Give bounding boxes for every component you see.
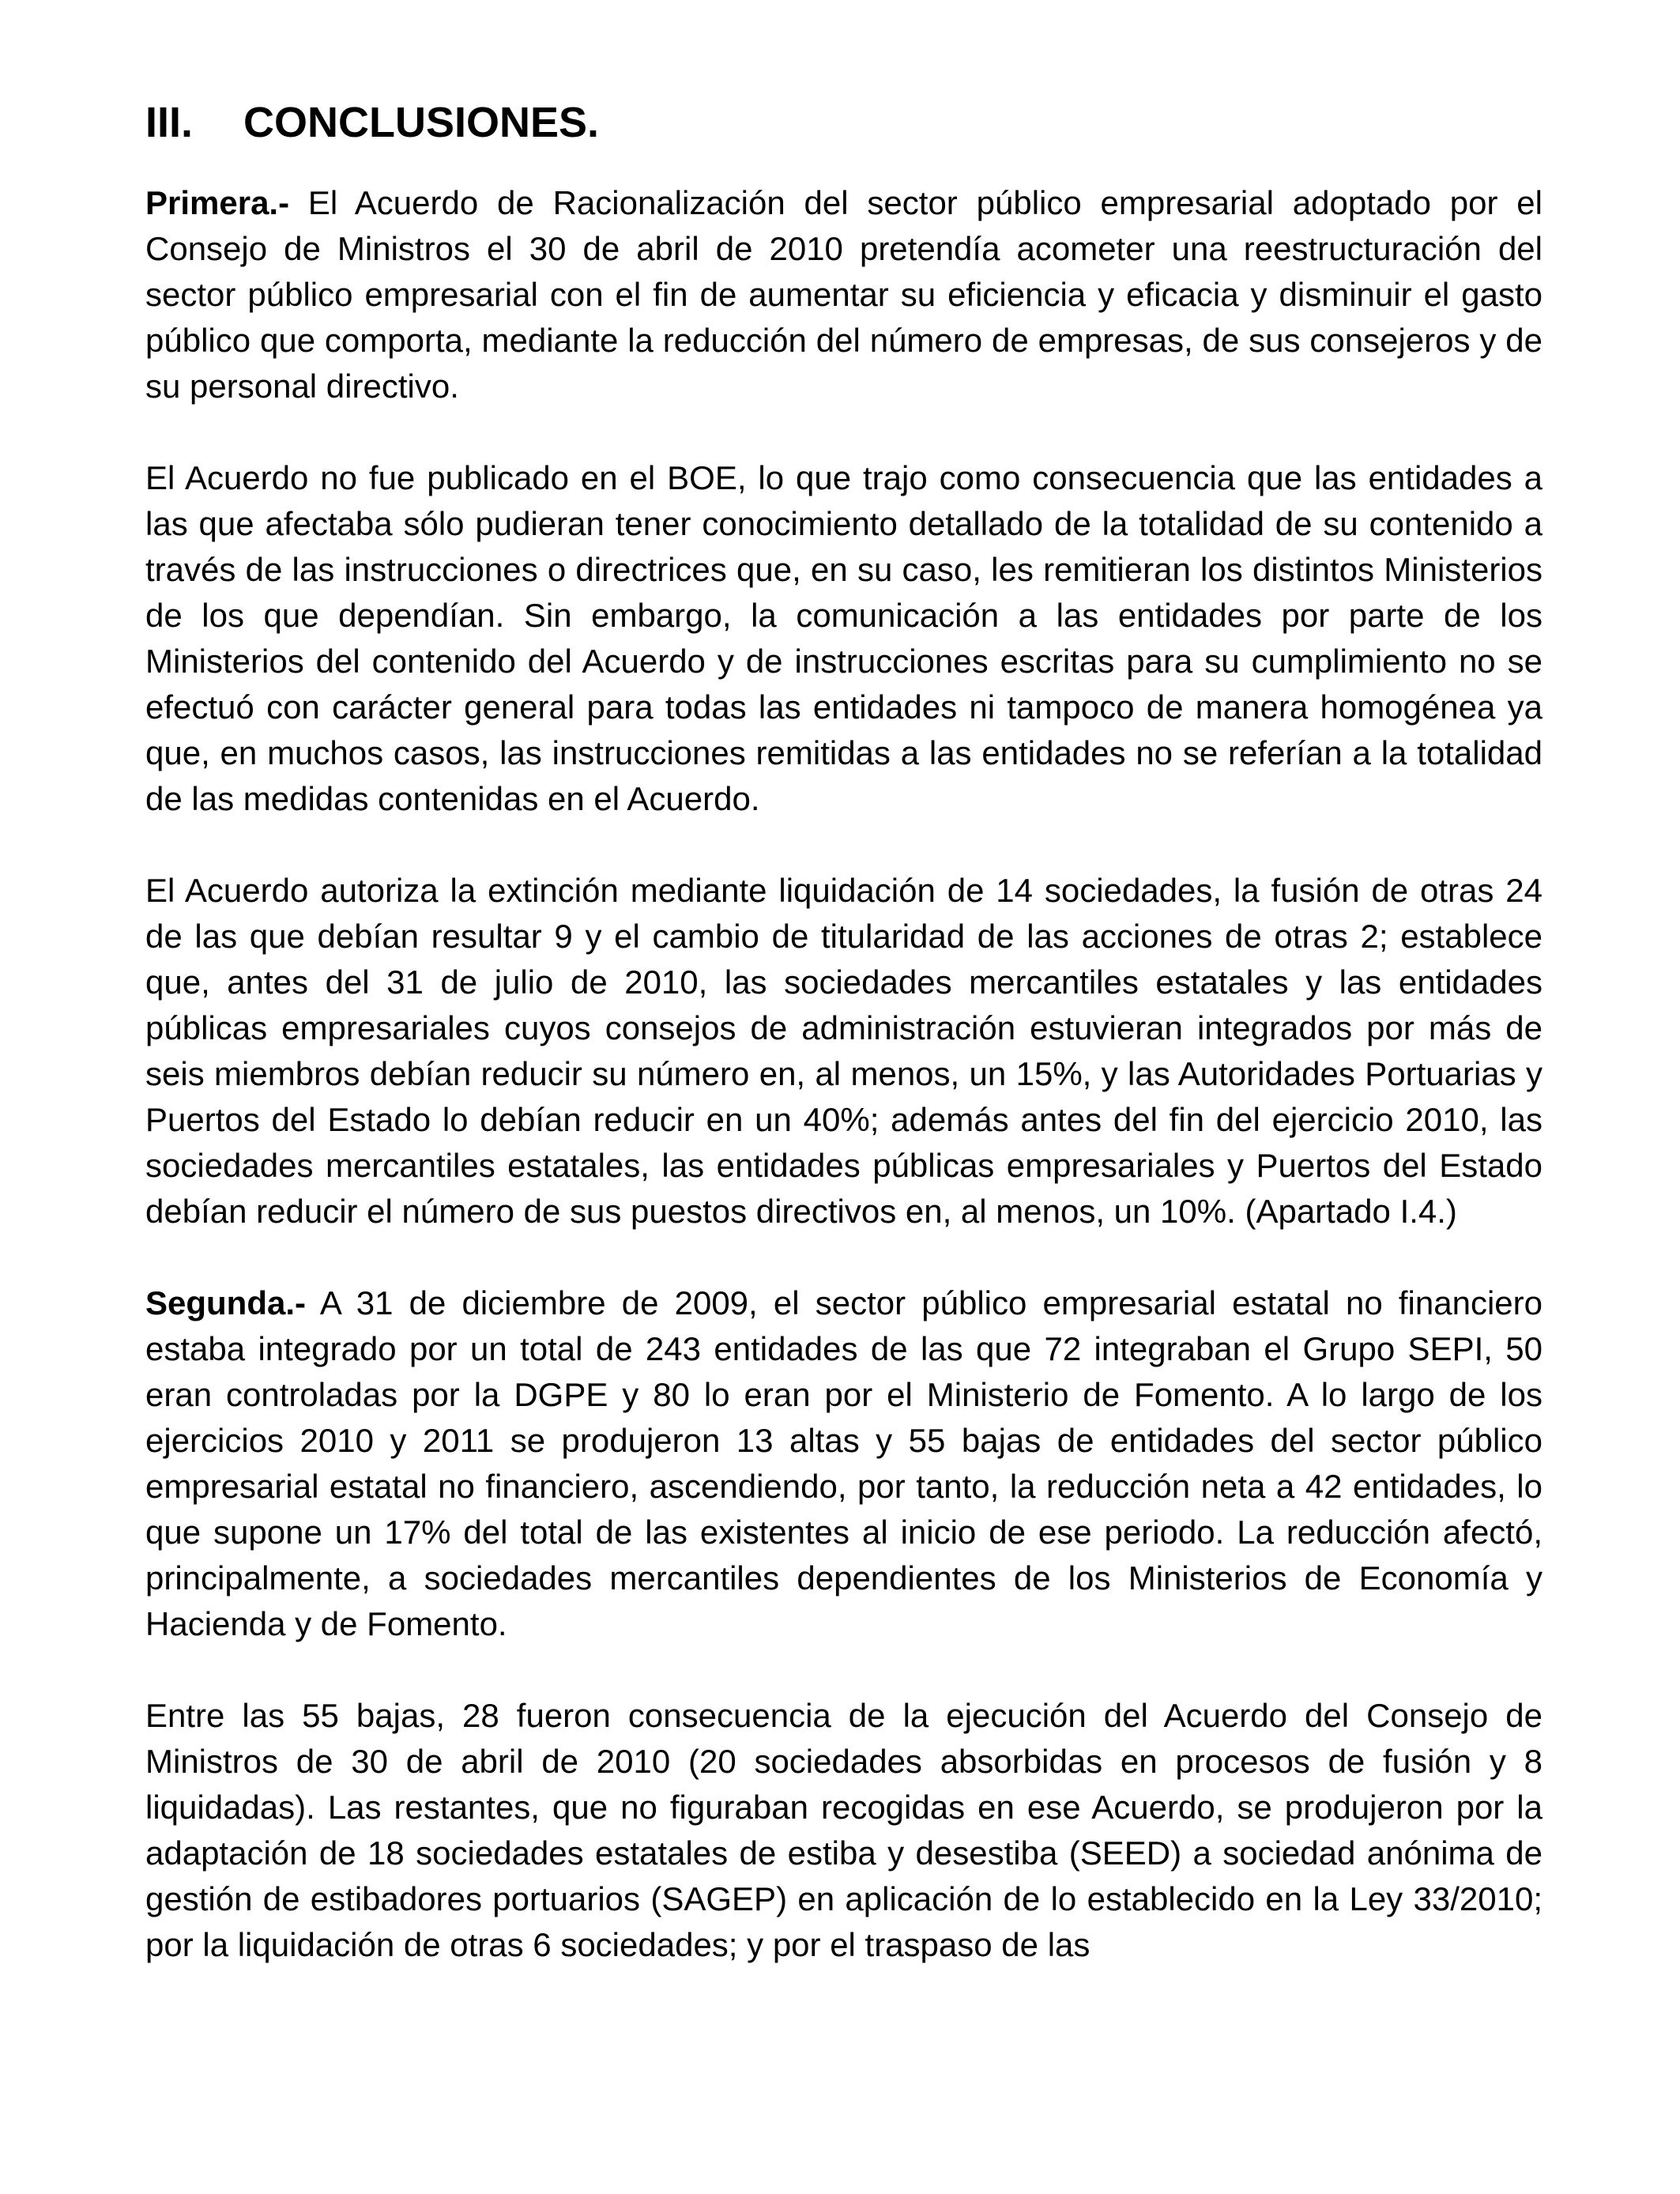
paragraph-measures bbox=[145, 868, 1543, 1235]
section-number: III. bbox=[145, 99, 194, 146]
paragraph-bajas bbox=[145, 1693, 1543, 1968]
paragraph-text: Entre las 55 bajas, 28 fueron consecuencia de la ejecución del Acuerdo del Consejo de Ministros de 30 de abril de 2010 (20 sociedades absorbidas en procesos de fusión y 8 liquidadas). Las restantes, que no figuraban recogidas en ese Acuerdo, se produjeron por la adaptación de 18 sociedades estatales de estiba y desestiba (SEED) a sociedad anónima de gestión de estibadores portuarios (SAGEP) en aplicación de lo establecido en la Ley 33/2010; por la liquidación de otras 6 sociedades; y por el traspaso de las bbox=[145, 1697, 1543, 1963]
paragraph-primera bbox=[145, 180, 1543, 409]
paragraph-publication bbox=[145, 455, 1543, 822]
paragraph-text: El Acuerdo autoriza la extinción mediante liquidación de 14 sociedades, la fusión de otras 24 de las que debían resultar 9 y el cambio de titularidad de las acciones de otras 2; establece que, antes del 31 de julio de 2010, las sociedades mercantiles estatales y las entidades públicas empresariales cuyos consejos de administración estuvieran integrados por más de seis miembros debían reducir su número en, al menos, un 15%, y las Autoridades Portuarias y Puertos del Estado lo debían reducir en un 40%; además antes del fin del ejercicio 2010, las sociedades mercantiles estatales, las entidades públicas empresariales y Puertos del Estado debían reducir el número de sus puestos directivos en, al menos, un 10%. (Apartado I.4.) bbox=[145, 872, 1543, 1230]
paragraph-segunda bbox=[145, 1280, 1543, 1647]
section-heading bbox=[145, 93, 1543, 152]
paragraph-text: El Acuerdo de Racionalización del sector público empresarial adoptado por el Consejo de Ministros el 30 de abril de 2010 pretendía acometer una reestructuración del sector público empresarial con el fin de aumentar su eficiencia y eficacia y disminuir el gasto público que comporta, mediante la reducción del número de empresas, de sus consejeros y de su personal directivo. bbox=[145, 184, 1543, 405]
section-title: CONCLUSIONES. bbox=[243, 99, 600, 146]
page-content bbox=[145, 93, 1543, 2014]
paragraph-text: A 31 de diciembre de 2009, el sector público empresarial estatal no financiero estaba integrado por un total de 243 entidades de las que 72 integraban el Grupo SEPI, 50 eran controladas por la DGPE y 80 lo eran por el Ministerio de Fomento. A lo largo de los ejercicios 2010 y 2011 se produjeron 13 altas y 55 bajas de entidades del sector público empresarial estatal no financiero, ascendiendo, por tanto, la reducción neta a 42 entidades, lo que supone un 17% del total de las existentes al inicio de ese periodo. La reducción afectó, principalmente, a sociedades mercantiles dependientes de los Ministerios de Economía y Hacienda y de Fomento. bbox=[145, 1284, 1543, 1642]
paragraph-text: El Acuerdo no fue publicado en el BOE, lo que trajo como consecuencia que las entidades a las que afectaba sólo pudieran tener conocimiento detallado de la totalidad de su contenido a través de las instrucciones o directrices que, en su caso, les remitieran los distintos Ministerios de los que dependían. Sin embargo, la comunicación a las entidades por parte de los Ministerios del contenido del Acuerdo y de instrucciones escritas para su cumplimiento no se efectuó con carácter general para todas las entidades ni tampoco de manera homogénea ya que, en muchos casos, las instrucciones remitidas a las entidades no se referían a la totalidad de las medidas contenidas en el Acuerdo. bbox=[145, 459, 1543, 817]
paragraph-lead: Segunda.- bbox=[145, 1284, 307, 1321]
paragraph-lead: Primera.- bbox=[145, 184, 290, 221]
